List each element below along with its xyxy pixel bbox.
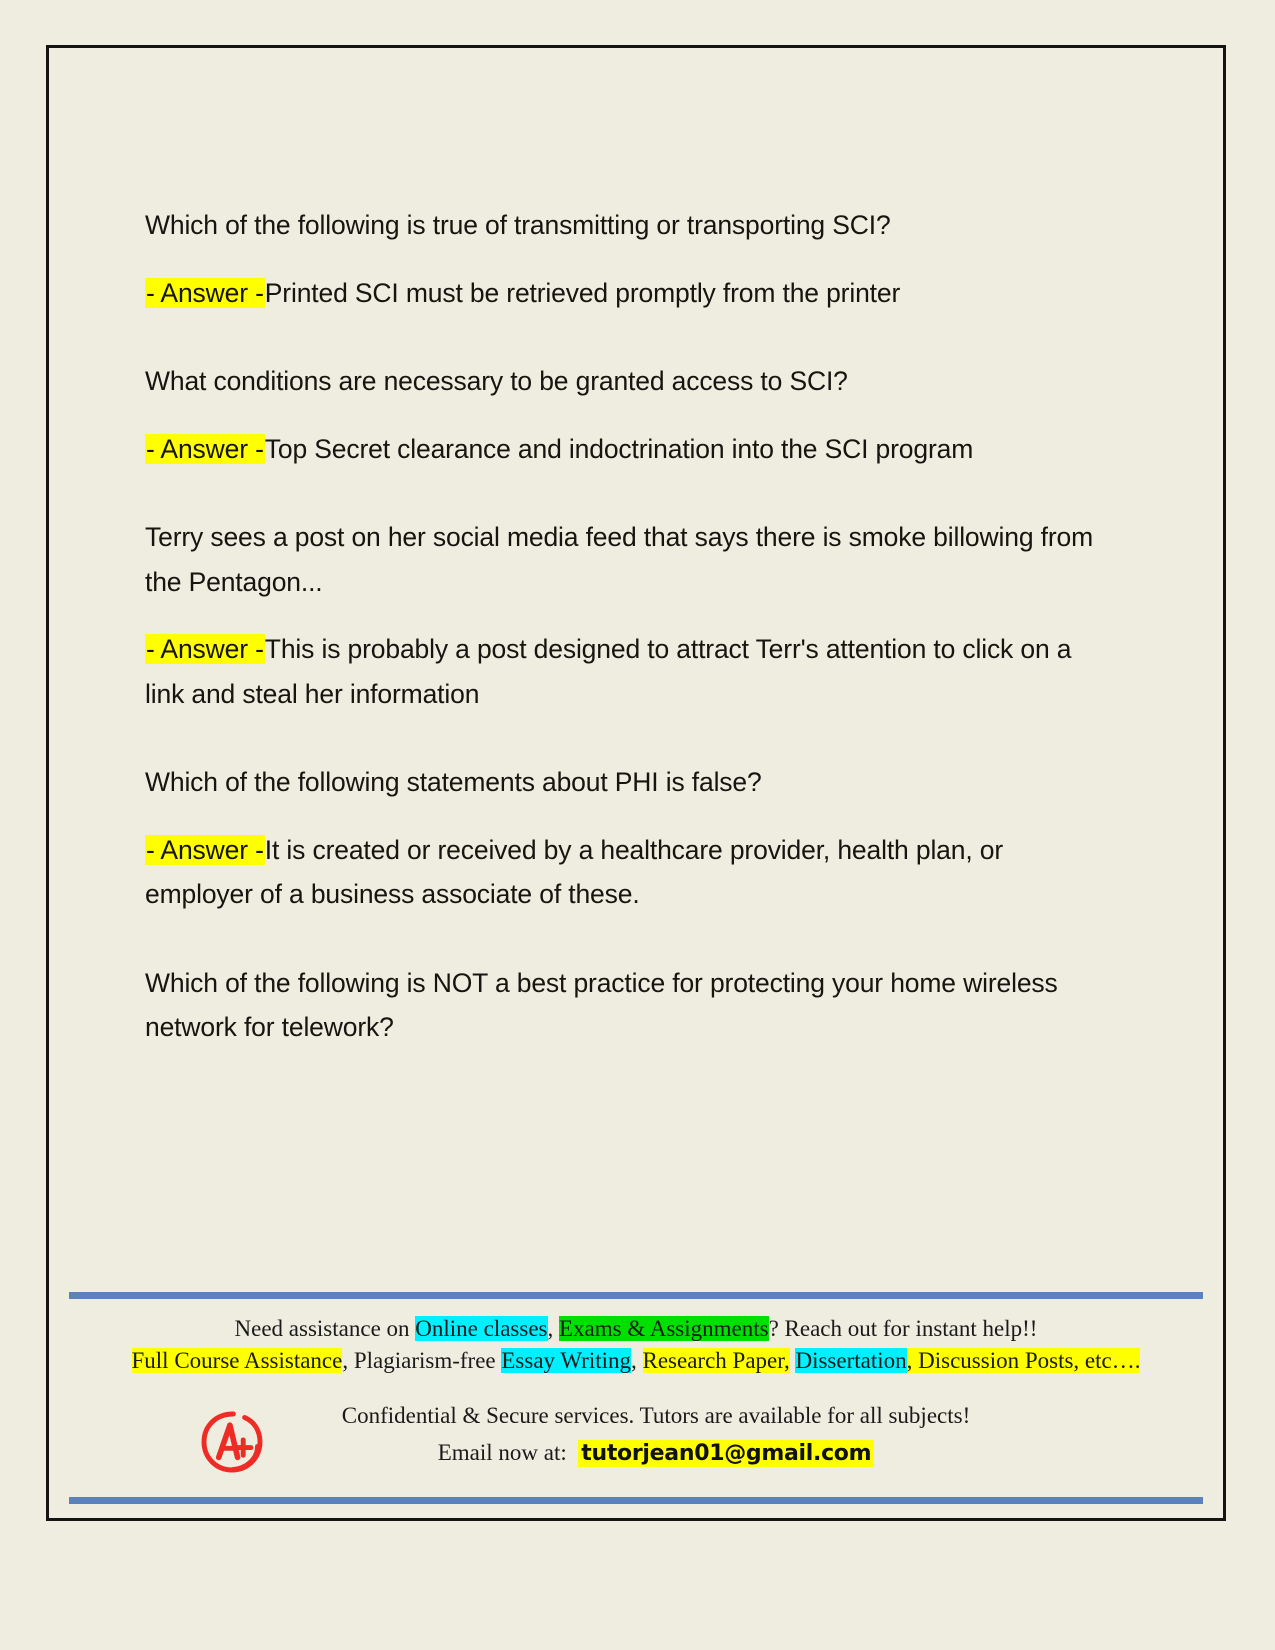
- document-page: [46, 45, 1226, 1521]
- email-label: Email now at:: [437, 1439, 567, 1465]
- promo-seg-full-course-assistance: Full Course Assistance: [131, 1348, 343, 1374]
- qa-content: [145, 203, 1095, 1073]
- promo-seg-essay-writing: Essay Writing: [501, 1348, 631, 1374]
- answer-tag: - Answer -: [146, 433, 264, 464]
- promo-seg-need-assistance: Need assistance on: [234, 1315, 416, 1341]
- answer-text: [145, 627, 1095, 716]
- promo-seg-online-classes: Online classes: [415, 1315, 548, 1341]
- answer-body: Top Secret clearance and indoctrination into the SCI program: [264, 433, 974, 464]
- qa-block: [145, 359, 1095, 471]
- answer-body: This is probably a post designed to attract Terr's attention to click on a link and steal her information: [145, 634, 1072, 709]
- answer-tag: - Answer -: [146, 634, 264, 665]
- qa-block: [145, 515, 1095, 716]
- promo-seg-discussion-posts: , Discussion Posts, etc….: [906, 1348, 1141, 1374]
- footer-divider-bottom: [69, 1497, 1203, 1504]
- promo-line-1: [69, 1313, 1203, 1345]
- promo-seg-research-paper: Research Paper,: [642, 1348, 790, 1374]
- footer-divider-top: [69, 1292, 1203, 1299]
- answer-body: It is created or received by a healthcare provider, health plan, or employer of a business associate of these.: [145, 834, 1004, 910]
- promo-seg-exams-assignments: Exams & Assignments: [559, 1315, 769, 1341]
- qa-block: [145, 961, 1095, 1050]
- a-plus-grade-icon: [197, 1407, 267, 1477]
- confidential-line: Confidential & Secure services. Tutors are available for all subjects!: [341, 1403, 971, 1428]
- answer-tag: - Answer -: [146, 277, 264, 308]
- promo-seg-comma-2: ,: [631, 1348, 643, 1374]
- qa-block: [145, 760, 1095, 917]
- answer-body: Printed SCI must be retrieved promptly from the printer: [264, 277, 901, 308]
- question-text: Terry sees a post on her social media feed that says there is smoke billowing from the Pentagon...: [145, 522, 1094, 597]
- question-text: Which of the following is true of transmitting or transporting SCI?: [145, 210, 891, 240]
- email-address[interactable]: tutorjean01@gmail.com: [578, 1440, 874, 1467]
- answer-tag: - Answer -: [146, 834, 264, 865]
- answer-text: [145, 427, 1095, 472]
- page-footer: [69, 1292, 1203, 1504]
- answer-text: [145, 828, 1095, 917]
- promo-line-2: [69, 1345, 1203, 1377]
- promo-seg-comma-1: ,: [547, 1315, 559, 1341]
- email-line: [109, 1436, 1203, 1471]
- question-text: Which of the following statements about PHI is false?: [145, 767, 762, 798]
- contact-row: [69, 1399, 1203, 1485]
- promo-seg-reach-out: ? Reach out for instant help!!: [768, 1315, 1038, 1341]
- promo-block: [69, 1313, 1203, 1377]
- question-text: What conditions are necessary to be granted access to SCI?: [145, 366, 848, 397]
- question-text: Which of the following is NOT a best practice for protecting your home wireless network for telework?: [145, 967, 1058, 1043]
- qa-block: [145, 203, 1095, 315]
- promo-seg-dissertation: Dissertation: [795, 1348, 907, 1374]
- answer-text: [145, 271, 1095, 316]
- promo-seg-plagiarism-free: , Plagiarism-free: [342, 1348, 502, 1374]
